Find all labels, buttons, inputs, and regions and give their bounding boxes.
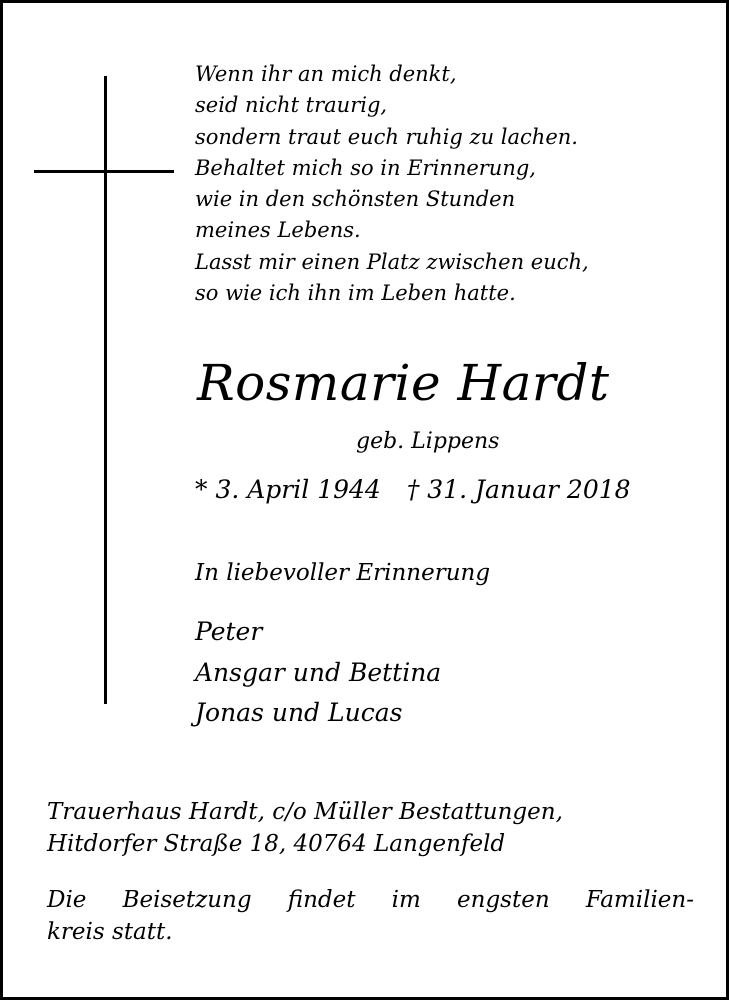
- poem-line: so wie ich ihn im Leben hatte.: [195, 281, 516, 306]
- cross-horizontal-bar: [34, 170, 174, 173]
- address-line: Trauerhaus Hardt, c/o Müller Bestattungen,: [47, 799, 563, 825]
- poem-line: Lasst mir einen Platz zwischen euch,: [195, 249, 589, 274]
- address-line: Hitdorfer Straße 18, 40764 Langenfeld: [47, 831, 506, 857]
- poem-line: seid nicht traurig,: [195, 93, 388, 118]
- poem-line: wie in den schönsten Stunden: [195, 187, 516, 212]
- burial-note: [47, 884, 694, 948]
- poem-line: Behaltet mich so in Erinnerung,: [195, 155, 536, 180]
- poem-line: Wenn ihr an mich denkt,: [195, 62, 457, 86]
- burial-note-line: kreis statt.: [47, 919, 173, 945]
- mourner-name: Peter: [195, 617, 263, 646]
- maiden-name: geb. Lippens: [356, 429, 500, 454]
- mourner-name: Ansgar und Bettina: [195, 657, 442, 687]
- poem-line: meines Lebens.: [195, 218, 361, 243]
- burial-note-line: Die Beisetzung findet im engsten Familien-: [47, 887, 694, 913]
- deceased-name: Rosmarie Hardt: [197, 354, 610, 412]
- memorial-poem: [195, 59, 589, 309]
- mourners-list: [195, 612, 441, 734]
- mourner-name: Jonas und Lucas: [195, 698, 403, 727]
- life-dates: [195, 472, 631, 508]
- poem-line: sondern traut euch ruhig zu lachen.: [195, 124, 578, 149]
- mourning-house-address: [47, 796, 563, 860]
- death-date: † 31. Januar 2018: [406, 475, 631, 504]
- birth-date: * 3. April 1944: [195, 475, 381, 504]
- remembrance-line: In liebevoller Erinnerung: [195, 560, 491, 586]
